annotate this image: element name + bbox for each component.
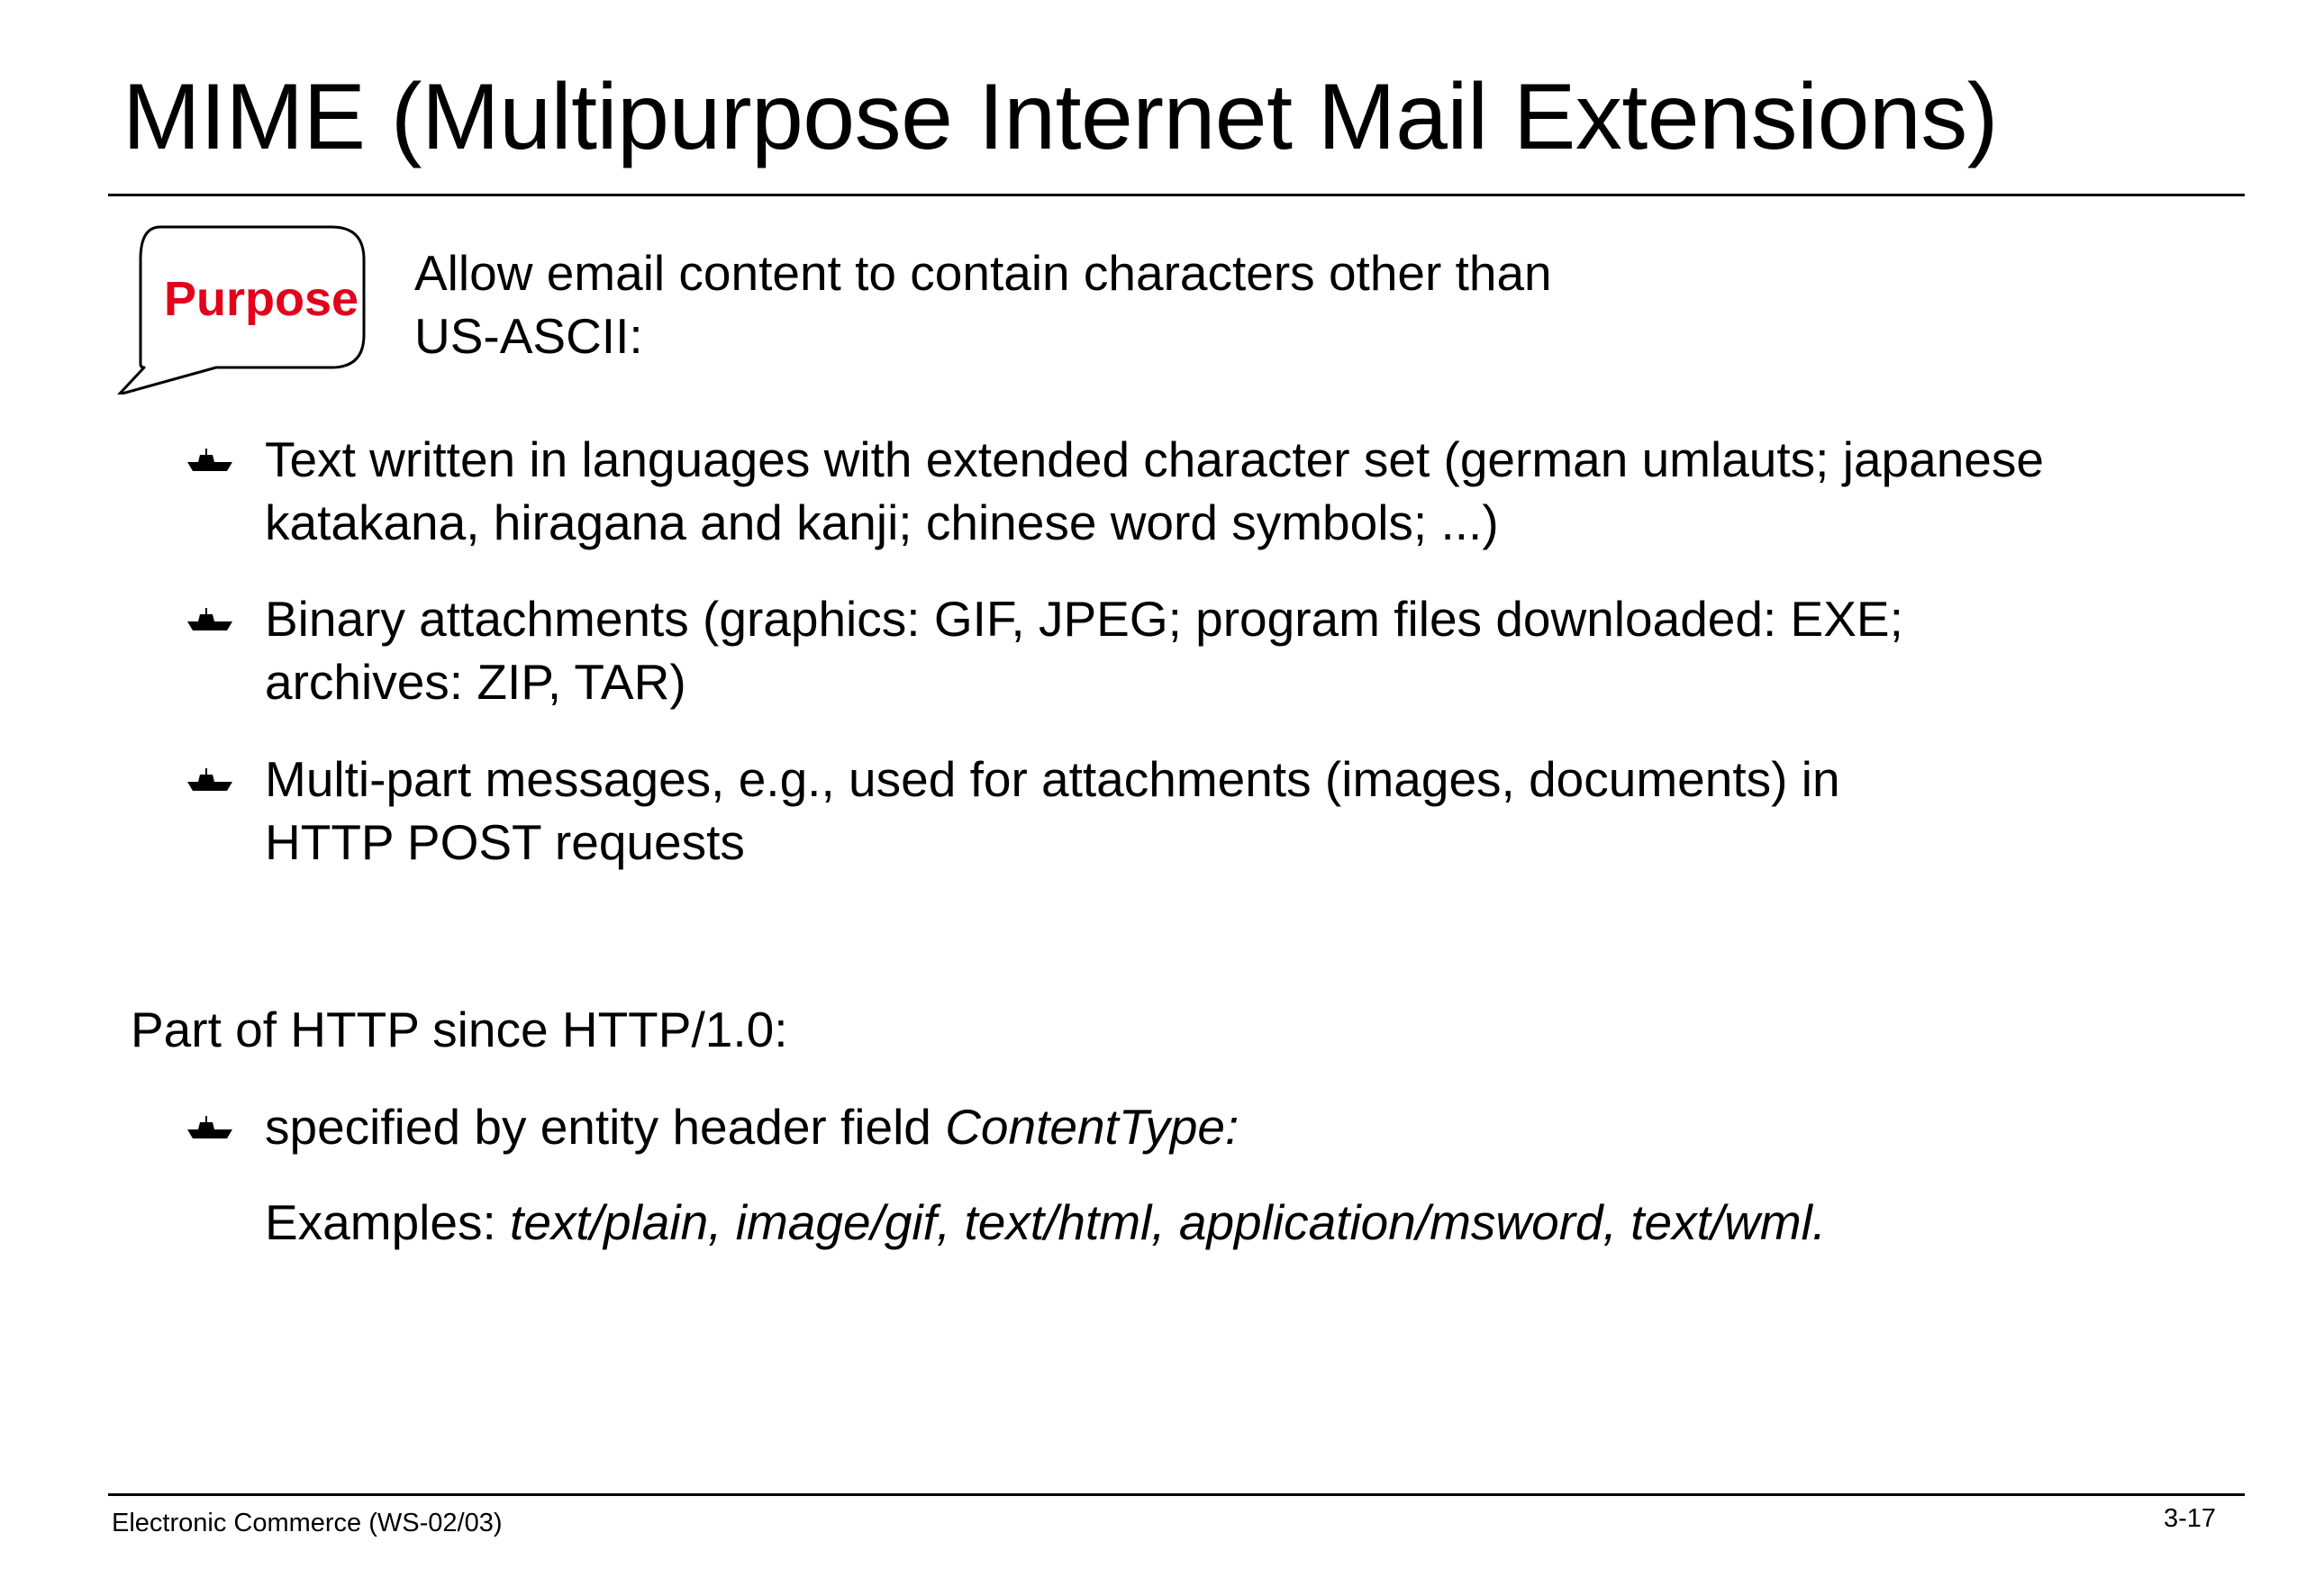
- purpose-line-2: US-ASCII:: [414, 308, 643, 364]
- footer-divider: [108, 1493, 2245, 1496]
- content-type-field: ContentType:: [945, 1099, 1239, 1155]
- list-item: [265, 587, 2211, 713]
- slide-title: MIME (Multipurpose Internet Mail Extensions): [123, 65, 1998, 169]
- ship-icon: [186, 605, 234, 634]
- page-number: 3-17: [2163, 1504, 2216, 1533]
- list-item: [265, 748, 2211, 874]
- ship-icon: [186, 766, 234, 794]
- bullet-text-line-1: Binary attachments (graphics: GIF, JPEG; program files downloaded: EXE;: [265, 591, 1903, 647]
- bullet-text-line-2: archives: ZIP, TAR): [265, 654, 686, 710]
- examples-line: [265, 1191, 1826, 1254]
- footer-course: Electronic Commerce (WS-02/03): [112, 1509, 503, 1537]
- http-section-heading: Part of HTTP since HTTP/1.0:: [131, 1002, 788, 1057]
- list-item: [265, 1095, 2211, 1158]
- purpose-line-1: Allow email content to contain characters other than: [414, 245, 1552, 301]
- examples-values: text/plain, image/gif, text/html, application/msword, text/wml.: [510, 1194, 1827, 1250]
- bullet-text-line-1: Text written in languages with extended character set (german umlauts; japanese: [265, 431, 2044, 487]
- bullet-text-line-2: katakana, hiragana and kanji; chinese word symbols; ...): [265, 494, 1499, 550]
- ship-icon: [186, 1113, 234, 1142]
- purpose-label: Purpose: [164, 272, 359, 326]
- ship-icon: [186, 446, 234, 475]
- list-item: [265, 428, 2211, 554]
- content-type-text: specified by entity header field: [265, 1099, 946, 1155]
- content-type-bullet: [265, 1095, 2211, 1158]
- examples-label: Examples:: [265, 1194, 511, 1250]
- bullet-text-line-1: Multi-part messages, e.g., used for attachments (images, documents) in: [265, 751, 1840, 807]
- bullet-text-line-2: HTTP POST requests: [265, 814, 745, 870]
